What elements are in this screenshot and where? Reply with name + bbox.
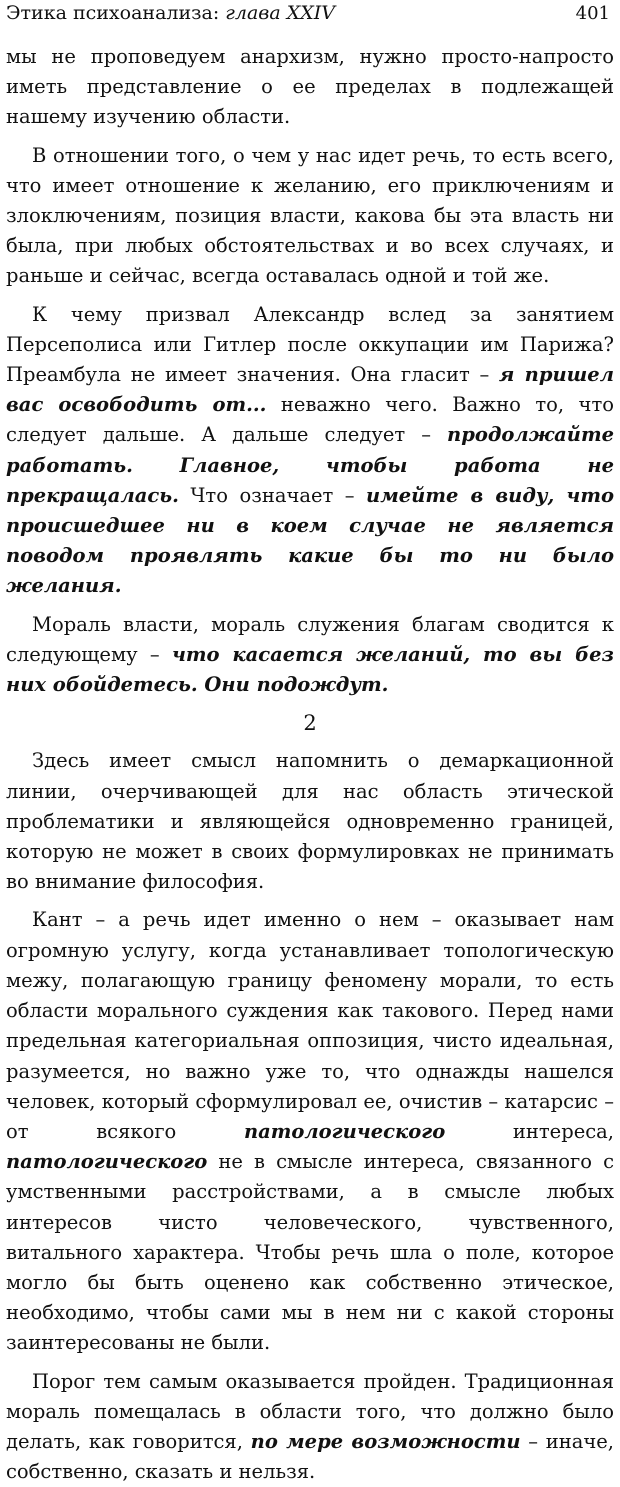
running-title-chapter: глава XXIV <box>225 2 335 24</box>
page-number: 401 <box>575 3 610 24</box>
paragraph-continued: мы не проповедуем анархизм, нужно просто-напросто иметь представление о ее пределах в подлежащей нашему изучению области. <box>6 45 614 129</box>
paragraph <box>6 610 614 701</box>
paragraph <box>6 1367 614 1487</box>
paragraph: В отношении того, о чем у нас идет речь, то есть всего, что имеет отношение к желанию, его приключениям и злоключениям, позиция власти, какова бы эта власть ни была, при любых обстоятельствах и во всех случаях, и раньше и сейчас, всегда оставалась одной и той же. <box>6 143 614 288</box>
paragraph: Здесь имеет смысл напомнить о демаркационной линии, очерчивающей для нас область этической проблематики и являющейся одновременно границей, которую не может в своих формулировках не принимать во внимание философия. <box>6 749 614 894</box>
paragraph-text: не в смысле интереса, связанного с умственными расстройствами, а в смысле любых интересов чисто человеческого, чувственного, витального характера. Чтобы речь шла о поле, которое могло бы быть оценено как собственно этическое, необходимо, чтобы сами мы в нем ни с какой стороны заинтересованы не были. <box>6 1150 614 1355</box>
paragraph-text: Что означает – <box>178 483 367 507</box>
paragraph-text: Порог тем самым оказывается пройден. Традиционная мораль помещалась в области того, что должно было делать, как говорится, <box>6 1369 614 1453</box>
emphasis-text: патологического <box>243 1119 446 1143</box>
paragraph-text: – иначе, собственно, сказать и нельзя. <box>6 1429 615 1484</box>
paragraph-text: К чему призвал Александр вслед за занятием Персеполиса или Гитлер после оккупации им Парижа? Преамбула не имеет значения. Она гласит – <box>6 302 614 387</box>
paragraph-text: интереса, <box>445 1119 614 1143</box>
paragraph <box>6 905 614 1358</box>
running-title-prefix: Этика психоанализа: <box>6 2 226 24</box>
emphasis-text: я пришел вас освободить от... <box>6 363 614 417</box>
paragraph-text: неважно чего. Важно то, что следует дальше. А дальше следует – <box>6 393 614 447</box>
emphasis-text: что касается желаний, то вы без них обойдетесь. Они подождут. <box>6 642 615 697</box>
emphasis-text: патологического <box>6 1150 208 1174</box>
paragraph-text: Мораль власти, мораль служения благам сводится к следующему – <box>6 612 614 666</box>
running-title <box>6 2 335 24</box>
paragraph-text: Кант – а речь идет именно о нем – оказывает нам огромную услугу, когда устанавливает топологическую межу, полагающую границу феномену морали, то есть области морального суждения как такового. Перед нами предельная категориальная оппозиция, чисто идеальная, разумеется, но важно уже то, что однажды нашелся человек, который сформулировал ее, очистив – катарсис – от всякого <box>6 908 614 1143</box>
paragraph <box>6 300 614 602</box>
emphasis-text: по мере возможности <box>250 1429 521 1453</box>
body-text <box>6 42 614 1487</box>
emphasis-text: имейте в виду, что происшедшее ни в коем случае не является поводом проявлять какие бы то ни было желания. <box>6 483 614 598</box>
running-head <box>6 0 614 42</box>
section-number: 2 <box>303 711 317 736</box>
emphasis-text: продолжайте работать. Главное, чтобы работа не прекращалась. <box>6 423 614 507</box>
